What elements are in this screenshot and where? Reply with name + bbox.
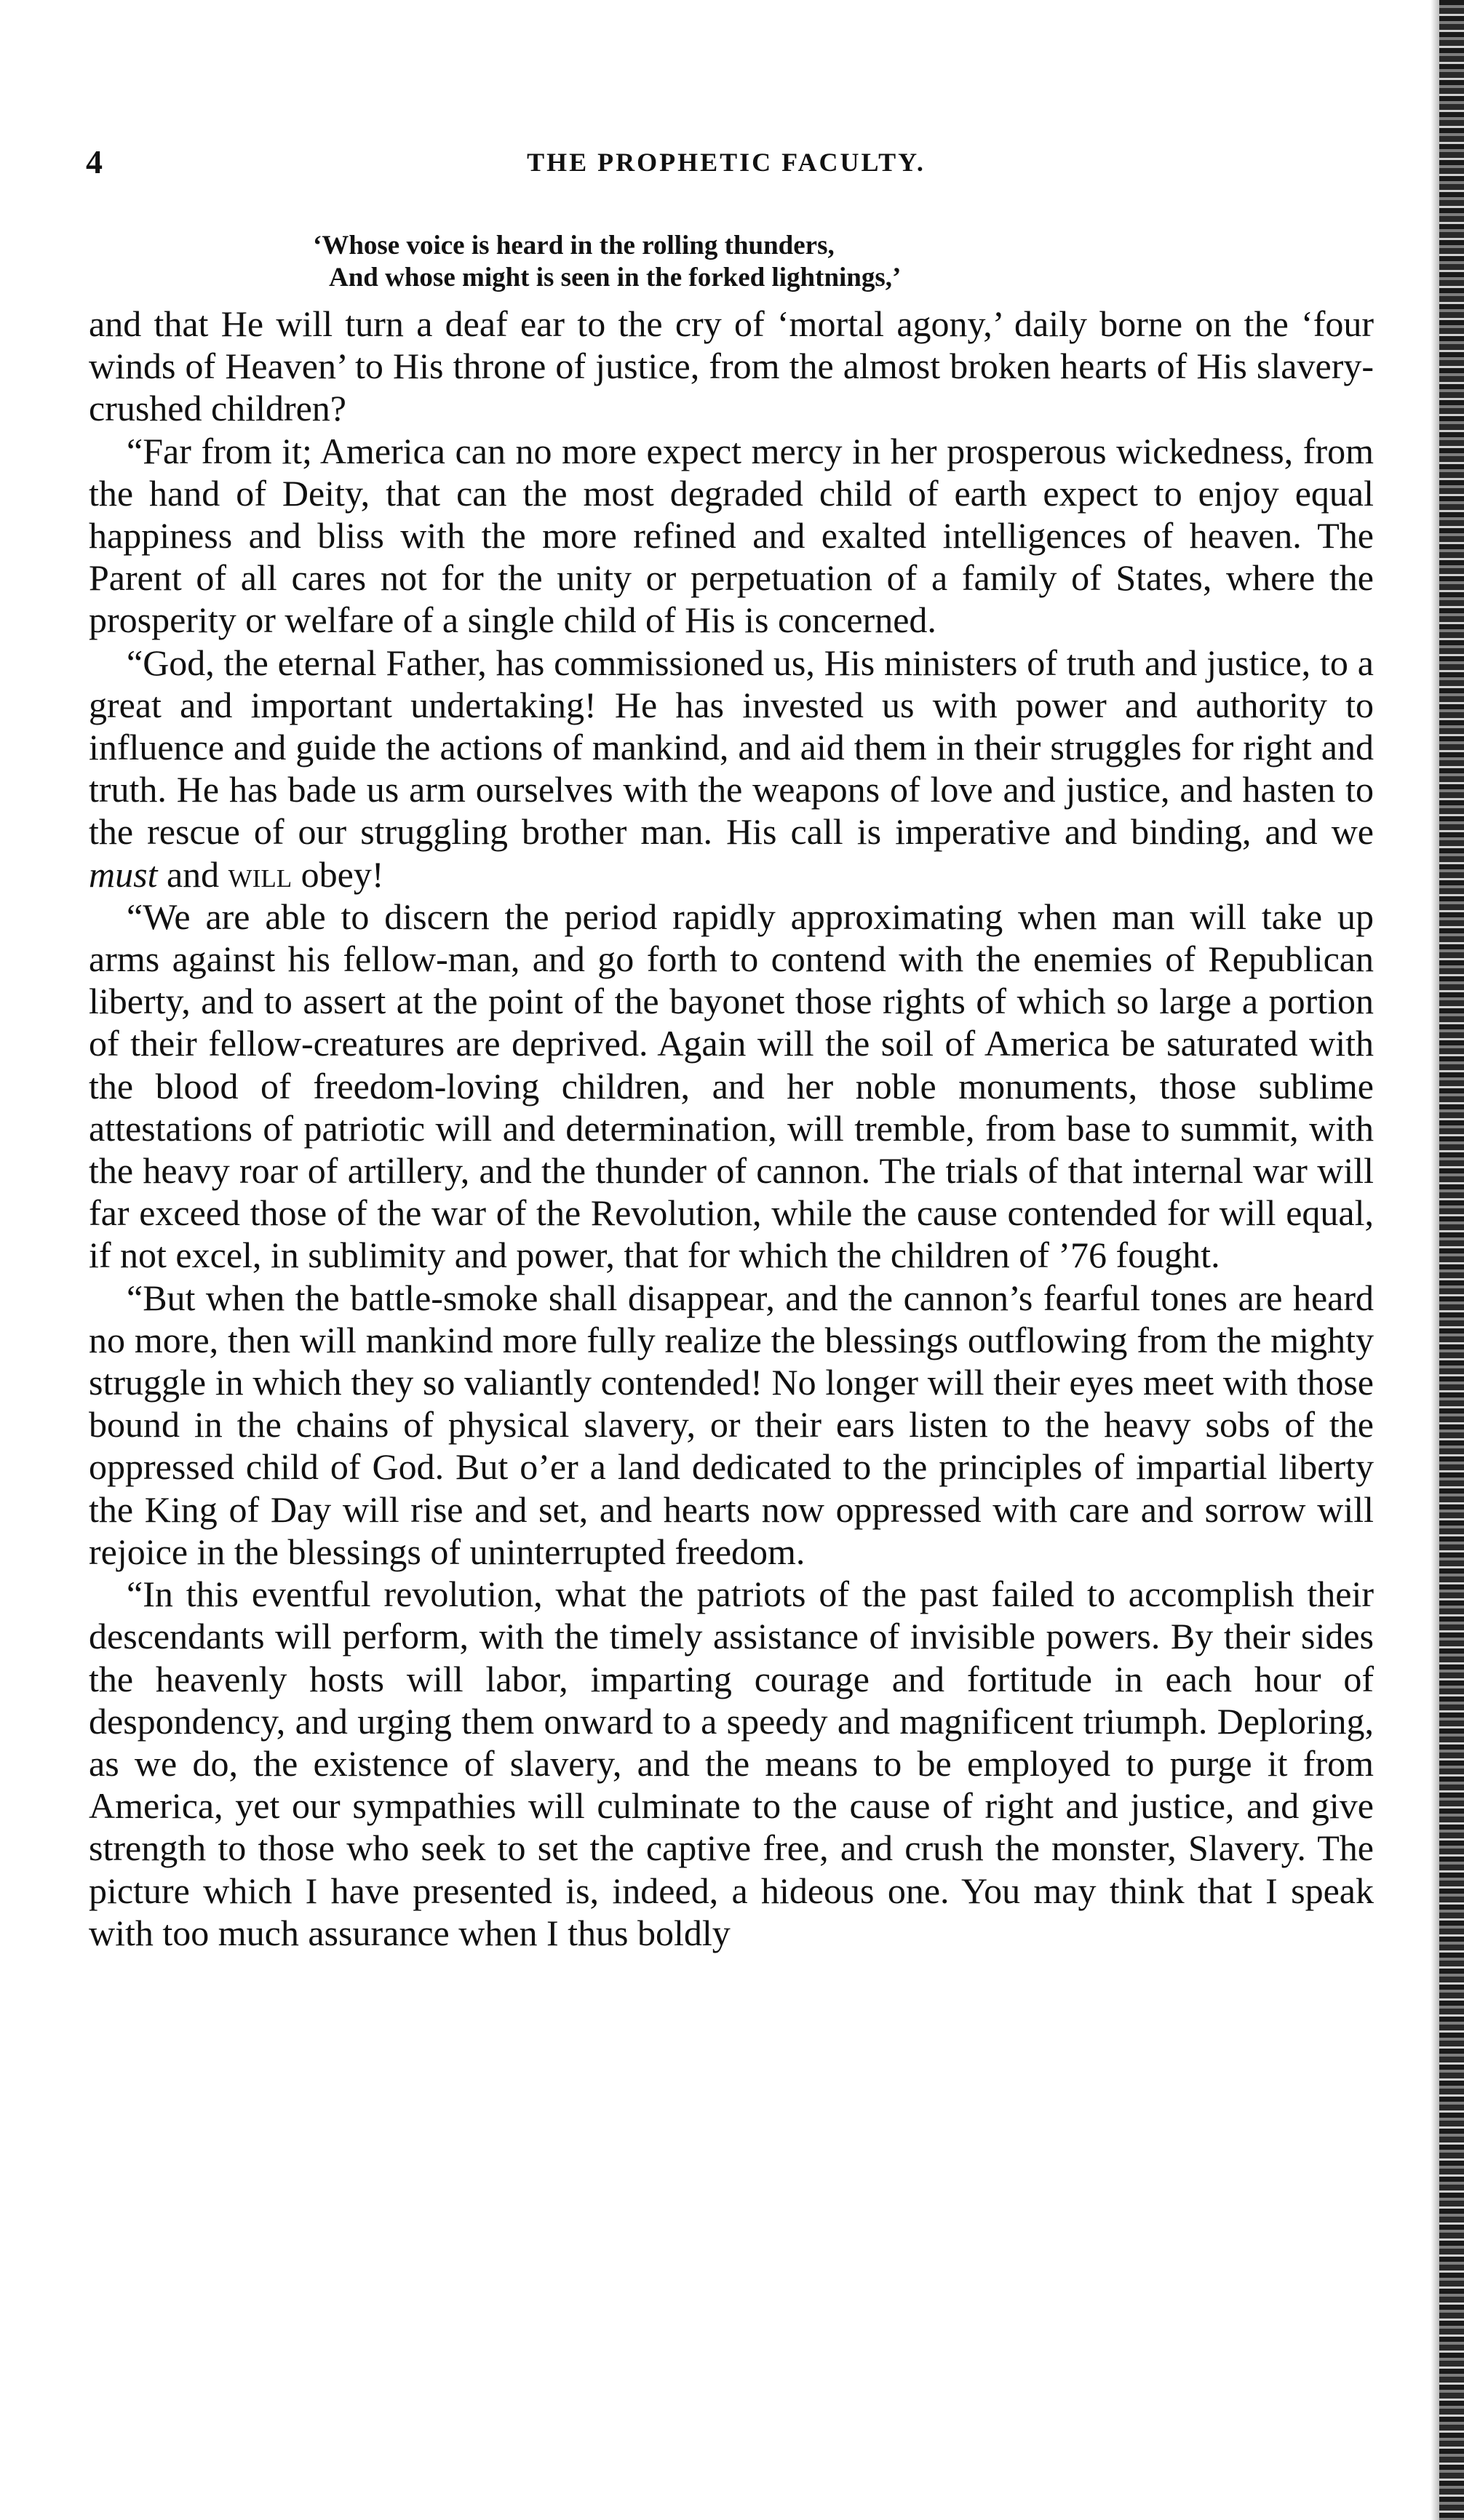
page-edge (1439, 0, 1464, 2520)
page-edge-shadow (1431, 0, 1439, 2520)
paragraph-text: obey! (292, 853, 384, 895)
paragraph-text: and (157, 853, 228, 895)
epigraph-line: ‘Whose voice is heard in the rolling thunders, (313, 231, 835, 260)
paragraph: “But when the battle-smoke shall disappear, and the cannon’s fearful tones are heard no more, then will mankind more fully realize the blessings outflowing from the mighty struggle in which they so valiantly contended! No longer will their eyes meet with those bound in the chains of physical slavery, or their ears listen to the heavy sobs of the oppressed child of God. But o’er a land dedicated to the principles of impartial liberty the King of Day will rise and set, and hearts now oppressed with care and sorrow will rejoice in the blessings of uninterrupted freedom. (89, 1277, 1374, 1572)
paragraph: “Far from it; America can no more expect mercy in her prosperous wickedness, from the hand of Deity, that can the most degraded child of earth expect to enjoy equal happiness and bliss with the more refined and exalted intelligences of heaven. The Parent of all cares not for the unity or perpetuation of a family of States, where the prosperity or welfare of a single child of His is concerned. (89, 430, 1374, 641)
small-caps-will: will (228, 853, 293, 895)
paragraph: “In this eventful revolution, what the patriots of the past failed to accomplish their descendants will perform, with the timely assistance of invisible powers. By their sides the heavenly hosts will labor, imparting courage and fortitude in each hour of despondency, and urging them onward to a speedy and magnificent triumph. Deploring, as we do, the existence of slavery, and the means to be employed to purge it from America, yet our sympathies will culminate to the cause of right and justice, and give strength to those who seek to set the captive free, and crush the monster, Slavery. The picture which I have presented is, indeed, a hideous one. You may think that I speak with too much assurance when I thus boldly (89, 1574, 1374, 1953)
page-header (86, 143, 1366, 186)
epigraph (313, 230, 1259, 294)
page-number: 4 (86, 143, 103, 180)
running-head: THE PROPHETIC FACULTY. (527, 148, 926, 177)
paragraph: and that He will turn a deaf ear to the cry of ‘mortal agony,’ daily borne on the ‘four winds of Heaven’ to His throne of justice, from the almost broken hearts of His slavery-crushed children? (89, 303, 1374, 429)
emphasis-must: must (89, 853, 158, 895)
epigraph-line: And whose might is seen in the forked lightnings,’ (329, 263, 902, 292)
paragraph-text: “God, the eternal Father, has commissioned us, His ministers of truth and justice, to a great and important undertaking! He has invested us with power and authority to influence and guide the actions of mankind, and aid them in their struggles for right and truth. He has bade us arm ourselves with the weapons of love and justice, and hasten to the rescue of our struggling brother man. His call is imperative and binding, and we (89, 642, 1374, 853)
body-text (89, 303, 1374, 1954)
paragraph (89, 642, 1374, 896)
paragraph: “We are able to discern the period rapidly approximating when man will take up arms against his fellow-man, and go forth to contend with the enemies of Republican liberty, and to assert at the point of the bayonet those rights of which so large a portion of their fellow-creatures are deprived. Again will the soil of America be saturated with the blood of freedom-loving children, and her noble monuments, those sublime attestations of patriotic will and determination, will tremble, from base to summit, with the heavy roar of artillery, and the thunder of cannon. The trials of that internal war will far exceed those of the war of the Revolution, while the cause contended for will equal, if not excel, in sublimity and power, that for which the children of ’76 fought. (89, 896, 1374, 1276)
